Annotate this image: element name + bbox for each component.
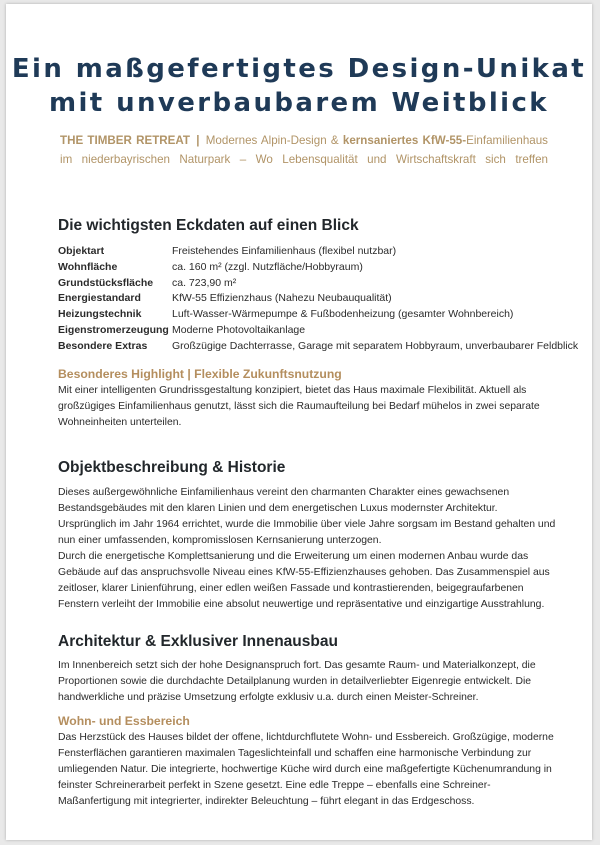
architecture-paragraph: Im Innenbereich setzt sich der hohe Designanspruch fort. Das gesamte Raum- und Materialkonzept, die Proportionen sowie die durchdachte Detailplanung wurden in detailverliebter Eigenregie entwickelt. Die handwerkliche und präzise Umsetzung erfolgte exklusiv u.a. durch einen Meister-Schreiner. [58, 660, 536, 703]
history-heading: Objektbeschreibung & Historie [58, 459, 286, 476]
subtitle-emphasis: kernsaniertes KfW-55- [342, 134, 467, 147]
subtitle-separator: | [196, 134, 200, 147]
fact-value: KfW-55 Effizienzhaus (Nahezu Neubauqualität) [172, 292, 392, 305]
fact-value: Luft-Wasser-Wärmepumpe & Fußbodenheizung (gesamter Wohnbereich) [172, 308, 514, 321]
fact-value: Moderne Photovoltaikanlage [172, 323, 306, 336]
fact-value: ca. 160 m² (zzgl. Nutzfläche/Hobbyraum) [172, 260, 363, 273]
brand-name: THE TIMBER RETREAT [60, 134, 191, 147]
fact-key: Wohnfläche [58, 260, 118, 273]
document-page [6, 4, 592, 840]
subtitle-part-2: Einfamilienhaus [466, 134, 548, 147]
highlight-paragraph: Mit einer intelligenten Grundrissgestaltung konzipiert, bietet das Haus maximale Flexibilität. Aktuell als großzügiges Einfamilienhaus genutzt, lässt sich die Raumaufteilung bei Bedarf mühelos in zwei separate Wohneinheiten unterteilen. [58, 385, 540, 428]
fact-row [58, 307, 558, 323]
facts-table [58, 244, 579, 355]
fact-key: Objektart [58, 245, 105, 257]
fact-value: Großzügige Dachterrasse, Garage mit separatem Hobbyraum, unverbaubarer Feldblick [172, 339, 579, 352]
fact-value: ca. 723,90 m² [172, 276, 237, 289]
document-title [6, 52, 592, 120]
fact-key: Energiestandard [58, 292, 141, 305]
history-paragraph-2: Durch die energetische Komplettsanierung und die Erweiterung um einen modernen Anbau wurde das Gebäude auf das anspruchsvolle Niveau eines KfW-55-Effizienzhauses gehoben. Das Zusammenspiel aus zeitloser, klarer Linienführung, einer edlen weißen Fassade und kontrastierenden, beigegraufarbenen Fenstern verleiht der Immobilie eine absolut neuwertige und repräsentative und einzigartige Ausstrahlung. [58, 551, 550, 610]
subtitle [60, 131, 548, 169]
title-line-1: Ein maßgefertigtes Design-Unikat [11, 54, 587, 84]
fact-key: Besondere Extras [58, 339, 148, 352]
fact-row [58, 291, 558, 307]
fact-key: Eigenstromerzeugung [58, 323, 169, 336]
fact-value: Freistehendes Einfamilienhaus (flexibel nutzbar) [172, 245, 397, 257]
fact-row [58, 323, 558, 339]
living-paragraph: Das Herzstück des Hauses bildet der offene, lichtdurchflutete Wohn- und Essbereich. Großzügige, moderne Fensterflächen garantieren maximalen Tageslichteinfall und schaffen eine harmonische Verbindung zur umliegenden Natur. Die integrierte, hochwertige Küche wird durch eine maßgefertigte Küchenumrandung in feinster Schreinerarbeit perfekt in Szene gesetzt. Eine edle Treppe – ebenfalls eine Schreiner-Maßanfertigung mit integrierter, indirekter Beleuchtung – führt elegant in das Erdgeschoss. [58, 732, 554, 807]
fact-key: Grundstücksfläche [58, 276, 154, 289]
title-line-2: mit unverbaubarem Weitblick [49, 88, 549, 118]
living-heading: Wohn- und Essbereich [58, 714, 190, 728]
fact-row [58, 276, 558, 292]
subtitle-line-1 [60, 131, 548, 150]
subtitle-part-1: Modernes Alpin-Design & [205, 134, 339, 147]
history-paragraph-1: Dieses außergewöhnliche Einfamilienhaus vereint den charmanten Charakter eines gewachsenen Bestandsgebäudes mit den klaren Linien und dem energetischen Luxus modernster Architektur. Ursprünglich im Jahr 1964 errichtet, wurde die Immobilie über viele Jahre sorgsam im Bestand gehalten und nun einer umfassenden, kompromisslosen Kernsanierung unterzogen. [58, 487, 556, 546]
highlight-heading: Besonderes Highlight | Flexible Zukunftsnutzung [58, 367, 342, 381]
fact-row [58, 339, 579, 355]
fact-row [58, 244, 558, 260]
subtitle-line-2: im niederbayrischen Naturpark – Wo Lebensqualität und Wirtschaftskraft sich treffen [60, 153, 548, 166]
facts-heading: Die wichtigsten Eckdaten auf einen Blick [58, 217, 359, 234]
fact-key: Heizungstechnik [58, 308, 142, 321]
fact-row [58, 260, 558, 276]
architecture-heading: Architektur & Exklusiver Innenausbau [58, 633, 338, 650]
